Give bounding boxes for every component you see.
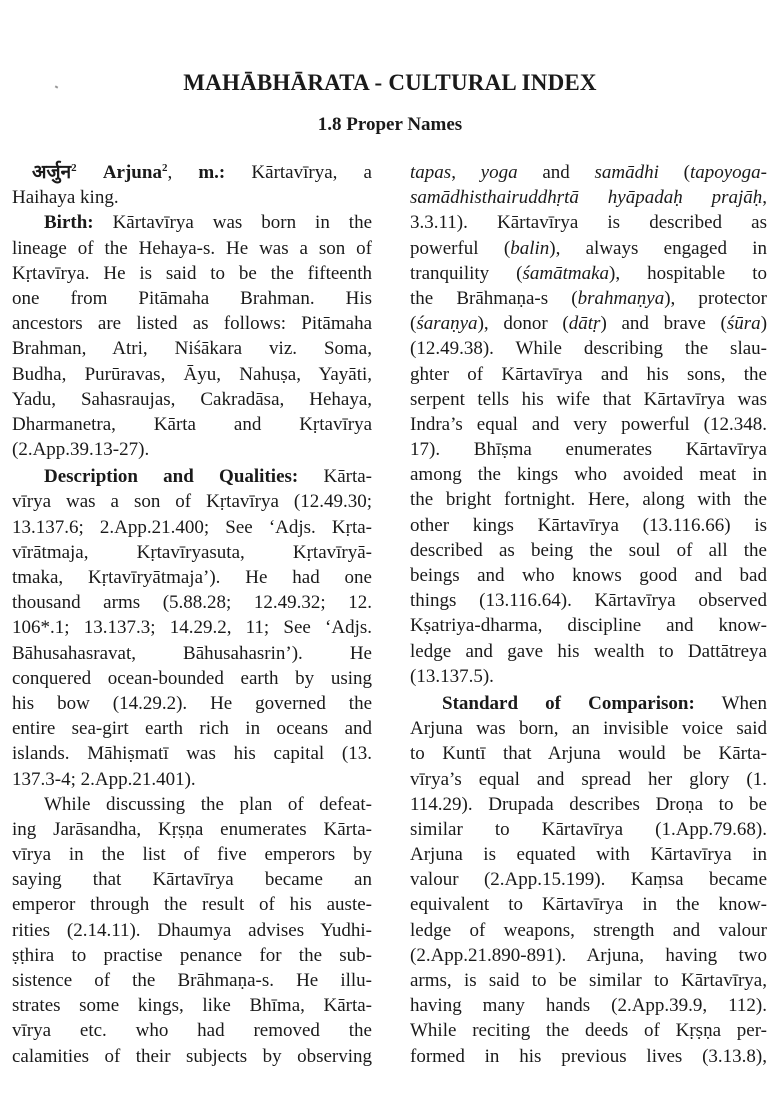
section-label: Standard of Comparison: [442, 692, 695, 714]
text-line: (2.App.21.890-891). Arjuna, having two [410, 944, 767, 966]
text-line: lineage of the Hehaya-s. He was a son of [12, 237, 372, 259]
text-line: Arjuna is equated with Kārtavīrya in [410, 844, 767, 866]
text-line: ledge of weapons, strength and valour [410, 919, 767, 941]
text-line: ing Jarāsandha, Kṛṣṇa enumerates Kārta- [12, 818, 372, 840]
text-line: vīrya’s equal and spread her glory (1. [410, 768, 767, 790]
gender-marker: m.: [198, 162, 226, 183]
text-line: Brahman, Atri, Niśākara viz. Soma, [12, 338, 372, 360]
text-line: tmaka, Kṛtavīryātmaja’). He had one [12, 567, 372, 588]
text-line: the Brāhmaṇa-s (brahmaṇya), protector [410, 287, 767, 309]
text-line: rities (2.14.11). Dhaumya advises Yudhi- [12, 919, 372, 941]
text-line: formed in his previous lives (3.13.8), [410, 1045, 767, 1067]
text-line: serpent tells his wife that Kārtavīrya was [410, 388, 767, 410]
entry-gloss: Kārtavīrya, a [251, 162, 372, 183]
text-line: (2.App.39.13-27). [12, 439, 150, 461]
text-line: vīrya was a son of Kṛtavīrya (12.49.30; [12, 491, 372, 513]
text-line: valour (2.App.15.199). Kaṃsa became [410, 869, 767, 891]
text-line: (13.137.5). [410, 665, 494, 687]
text-line: the bright fortnight. Here, along with the [410, 489, 767, 511]
text-line: among the kings who avoided meat in [410, 464, 767, 486]
section-heading-line: Description and Qualities: Kārta- [44, 466, 372, 488]
text-line: emperor through the result of his auste- [12, 894, 372, 916]
text-line: Indra’s equal and very powerful (12.348. [410, 413, 767, 435]
text-line: powerful (balin), always engaged in [410, 237, 767, 259]
text-line: arms, is said to be similar to Kārtavīrya, [410, 970, 767, 991]
text-line: Yadu, Sahasraujas, Cakradāsa, Hehaya, [12, 388, 372, 410]
text-line: entire sea-girt earth rich in oceans and [12, 718, 372, 740]
text-line: Dharmanetra, Kārta and Kṛtavīrya [12, 413, 372, 435]
text-line: samādhisthairuddhṛtā hyāpadaḥ prajāḥ, [410, 187, 767, 209]
text-line: While reciting the deeds of Kṛṣṇa per- [410, 1020, 767, 1042]
left-column [12, 160, 372, 1069]
text-line: 17). Bhīṣma enumerates Kārtavīrya [410, 439, 767, 461]
text-line: 106*.1; 13.137.3; 14.29.2, 11; See ‘Adjs. [12, 617, 372, 639]
text-line: Kṛtavīrya. He is said to be the fifteenth [12, 262, 372, 284]
text-line: calamities of their subjects by observing [12, 1045, 372, 1067]
text-line: his bow (14.29.2). He governed the [12, 692, 372, 714]
text-line: Arjuna was born, an invisible voice said [410, 718, 767, 740]
text-line: Haihaya king. [12, 187, 119, 209]
text-line: similar to Kārtavīrya (1.App.79.68). [410, 818, 767, 840]
section-heading-line: Standard of Comparison: When [442, 692, 767, 714]
text-line: tranquility (śamātmaka), hospitable to [410, 262, 767, 284]
text-line: having many hands (2.App.39.9, 112). [410, 995, 767, 1017]
text-line: equivalent to Kārtavīrya in the know- [410, 894, 767, 916]
text-line: other kings Kārtavīrya (13.116.66) is [410, 514, 767, 536]
text-line: 13.137.6; 2.App.21.400; See ‘Adjs. Kṛta- [12, 516, 372, 538]
text-line: (12.49.38). While describing the slau- [410, 338, 767, 360]
text-line: 3.3.11). Kārtavīrya is described as [410, 212, 767, 234]
text-line: ledge and gave his wealth to Dattātreya [410, 640, 767, 662]
text-line: vīrātmaja, Kṛtavīryasuta, Kṛtavīryā- [12, 541, 372, 563]
text-line: While discussing the plan of defeat- [44, 793, 372, 815]
text-line: ancestors are listed as follows: Pitāmaha [12, 313, 372, 335]
text-line: ghter of Kārtavīrya and his sons, the [410, 363, 767, 385]
text-line: sistence of the Brāhmaṇa-s. He illu- [12, 970, 372, 991]
text-line: (śaraṇya), donor (dātṛ) and brave (śūra) [410, 313, 767, 335]
text-line: ṣṭhira to practise penance for the sub- [12, 944, 372, 966]
text-line: Budha, Purūravas, Āyu, Nahuṣa, Yayāti, [12, 363, 372, 385]
devanagari-headword: अर्जुन$^2$ [32, 162, 77, 183]
text-line: islands. Māhiṣmatī was his capital (13. [12, 743, 372, 765]
text-line: Kṣatriya-dharma, discipline and know- [410, 615, 767, 637]
text-line: things (13.116.64). Kārtavīrya observed [410, 590, 767, 612]
entry-heading-line: अर्जुन$^2$ Arjuna$^2$, m.: Kārtavīrya, a [32, 162, 372, 183]
section-subtitle: 1.8 Proper Names [317, 114, 463, 135]
text-line: described as being the soul of all the [410, 539, 767, 561]
page-title: MAHĀBHĀRATA - CULTURAL INDEX [183, 70, 597, 95]
text-line: vīrya etc. who had removed the [12, 1020, 372, 1042]
right-column [410, 160, 767, 1069]
text-line: thousand arms (5.88.28; 12.49.32; 12. [12, 592, 372, 614]
text-line: saying that Kārtavīrya became an [12, 869, 372, 891]
text-line: Bāhusahasravat, Bāhusahasrin’). He [12, 642, 372, 664]
text-line: tapas, yoga and samādhi (tapoyoga- [410, 162, 767, 183]
text-line: one from Pitāmaha Brahman. His [12, 287, 372, 309]
text-line: strates some kings, like Bhīma, Kārta- [12, 995, 372, 1017]
text-line: 114.29). Drupada describes Droṇa to be [410, 793, 767, 815]
section-label: Birth: [44, 212, 94, 234]
section-heading-line: Birth: Kārtavīrya was born in the [44, 212, 372, 234]
text-line: beings and who knows good and bad [410, 565, 767, 586]
headword: Arjuna$^2$ [102, 162, 168, 183]
text-line: to Kuntī that Arjuna would be Kārta- [410, 743, 767, 765]
text-line: conquered ocean-bounded earth by using [12, 667, 372, 689]
text-line: vīrya in the list of five emperors by [12, 844, 372, 866]
text-line: 137.3-4; 2.App.21.401). [12, 768, 196, 790]
section-label: Description and Qualities: [44, 466, 299, 488]
